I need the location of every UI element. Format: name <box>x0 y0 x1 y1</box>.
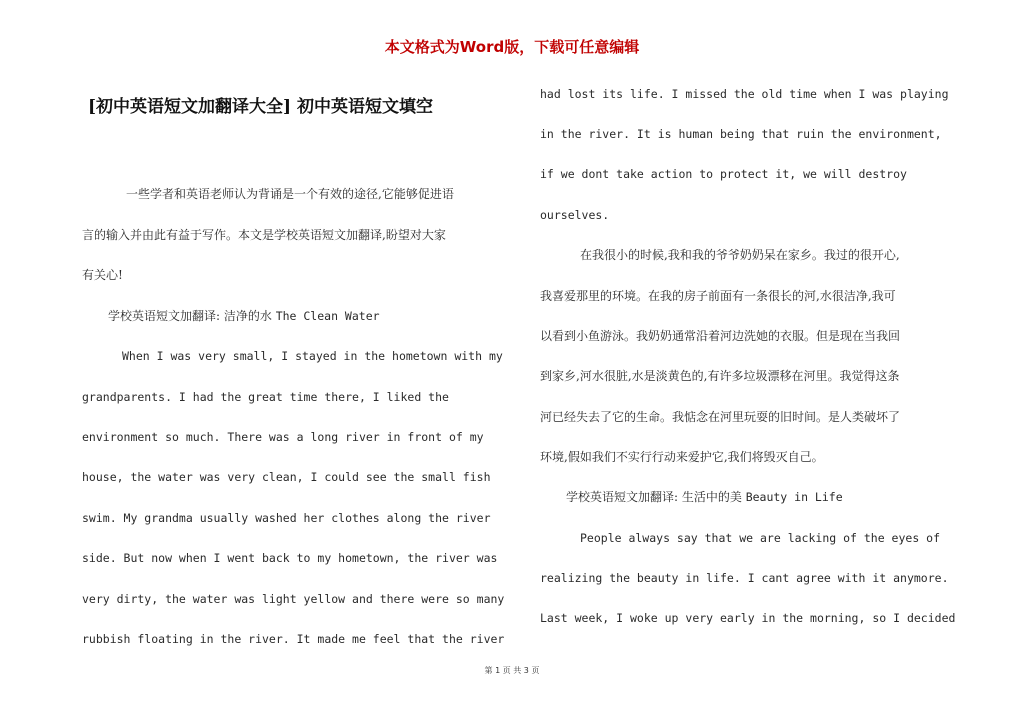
page-number-footer: 第 1 页 共 3 页 <box>484 666 540 675</box>
section1-heading-en: The Clean Water <box>275 309 380 323</box>
para2-line: Last week, I woke up very early in the morning, so I decided <box>540 611 956 625</box>
translation1-line: 我喜爱那里的环境。在我的房子前面有一条很长的河,水很洁净,我可 <box>540 289 896 303</box>
translation1-line: 以看到小鱼游泳。我奶奶通常沿着河边洗她的衣服。但是现在当我回 <box>540 329 901 343</box>
para1-line: rubbish floating in the river. It made me feel that the river <box>82 632 505 646</box>
para2-line: realizing the beauty in life. I cant agree with it anymore. <box>540 571 949 585</box>
para1-line: side. But now when I went back to my hometown, the river was <box>82 551 498 565</box>
section2-heading-en: Beauty in Life <box>745 490 843 504</box>
section1-heading <box>108 309 380 323</box>
para1-line: swim. My grandma usually washed her clothes along the river <box>82 511 491 525</box>
section1-heading-cn: 学校英语短文加翻译: 洁净的水 <box>108 309 272 323</box>
para1-cont-line: had lost its life. I missed the old time when I was playing <box>540 87 949 101</box>
intro-line: 一些学者和英语老师认为背诵是一个有效的途径,它能够促进语 <box>126 187 454 201</box>
translation1-line: 环境,假如我们不实行行动来爱护它,我们将毁灭自己。 <box>540 450 824 464</box>
para1-line: grandparents. I had the great time there, I liked the <box>82 390 449 404</box>
word-version-banner: 本文格式为Word版，下载可任意编辑 <box>384 38 640 56</box>
para1-line: very dirty, the water was light yellow and there were so many <box>82 592 505 606</box>
translation1-line: 河已经失去了它的生命。我惦念在河里玩耍的旧时间。是人类破坏了 <box>540 410 901 424</box>
para2-line: People always say that we are lacking of the eyes of <box>580 531 941 545</box>
intro-line: 言的输入并由此有益于写作。本文是学校英语短文加翻译,盼望对大家 <box>82 228 446 242</box>
para1-cont-line: ourselves. <box>540 208 610 222</box>
para1-line: When I was very small, I stayed in the hometown with my <box>122 349 503 363</box>
section2-heading-cn: 学校英语短文加翻译: 生活中的美 <box>566 490 742 504</box>
para1-cont-line: if we dont take action to protect it, we will destroy <box>540 167 907 181</box>
translation1-line: 到家乡,河水很脏,水是淡黄色的,有许多垃圾漂移在河里。我觉得这条 <box>540 369 900 383</box>
para1-line: environment so much. There was a long river in front of my <box>82 430 484 444</box>
para1-cont-line: in the river. It is human being that ruin the environment, <box>540 127 942 141</box>
document-title: [初中英语短文加翻译大全] 初中英语短文填空 <box>88 97 434 117</box>
section2-heading <box>566 490 843 504</box>
intro-line: 有关心! <box>82 268 123 282</box>
translation1-line: 在我很小的时候,我和我的爷爷奶奶呆在家乡。我过的很开心, <box>580 248 900 262</box>
para1-line: house, the water was very clean, I could see the small fish <box>82 470 491 484</box>
